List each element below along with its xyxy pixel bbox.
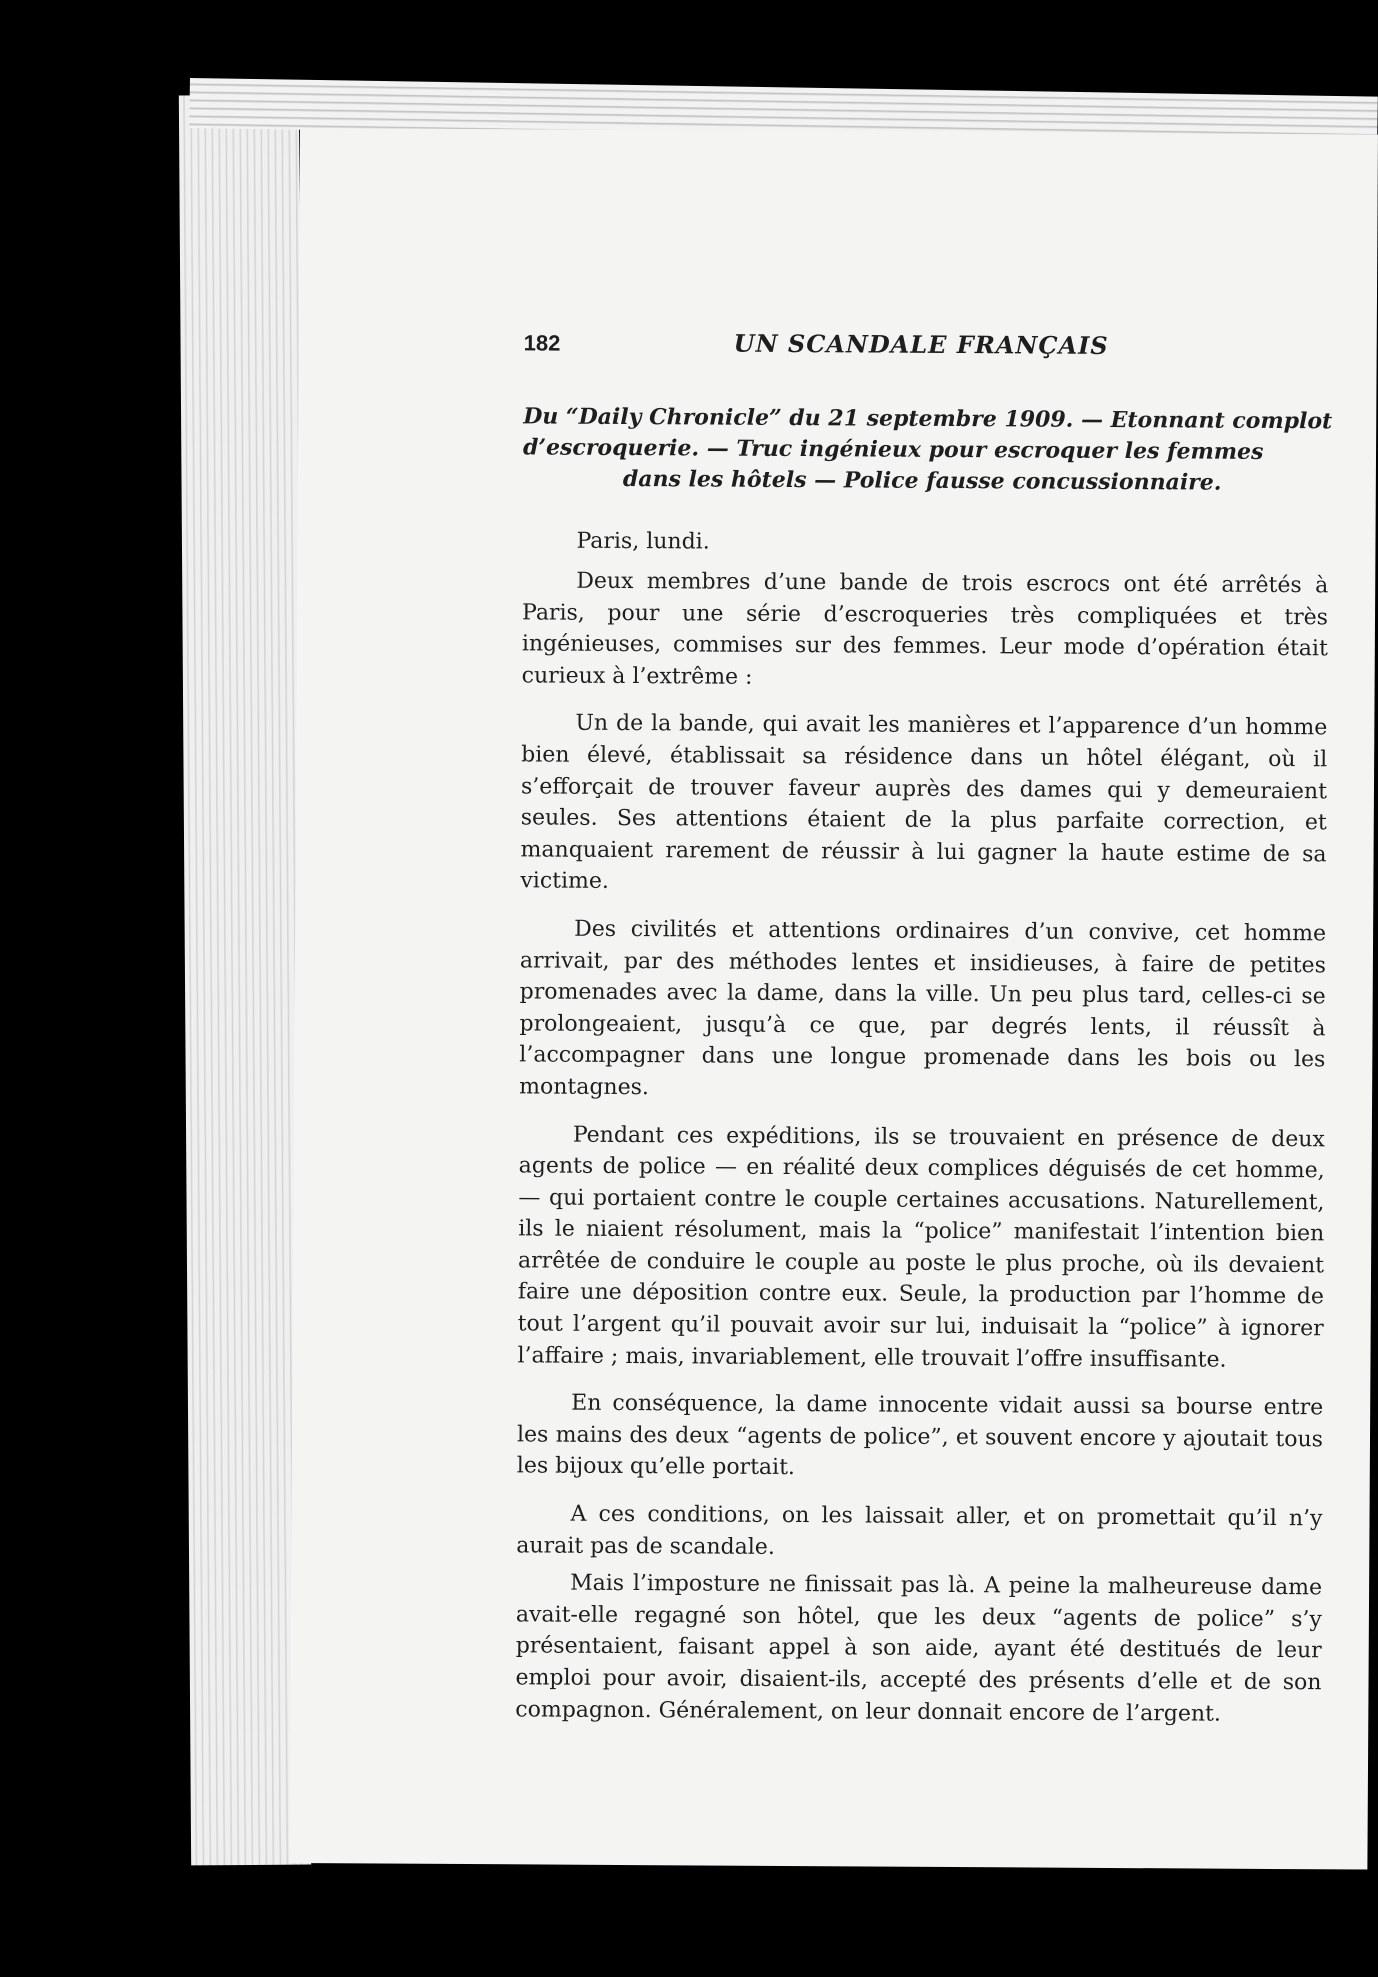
body-paragraph: A ces conditions, on les laissait aller, et on promettait qu’il n’y aurait pas de scandale. (516, 1501, 1323, 1560)
body-paragraph: Mais l’imposture ne finissait pas là. A peine la malheureuse dame avait-elle regagné son hôtel, que les deux “agents de police” s’y présentaient, faisant appel à son aide, ayant été destitués de leur emploi pour avoir, disaient-ils, accepté des présents d’elle et de son compagnon. Généralement, on leur donnait encore de l’argent. (515, 1570, 1323, 1727)
body-paragraph: Deux membres d’une bande de trois escrocs ont été arrêtés à Paris, pour une série d’escroqueries très compliquées et très ingénieuses, commises sur des femmes. Leur mode d’opération était curieux à l’extrême : (521, 568, 1329, 690)
source-heading-line: Du “Daily Chronicle” du 21 septembre 1909. — Etonnant complot (523, 403, 1333, 435)
book-title: UN SCANDALE FRANÇAIS (733, 328, 1109, 360)
page-text-block (515, 327, 1333, 1746)
running-head (524, 327, 1330, 376)
page-number: 182 (523, 330, 561, 356)
body-paragraph: Pendant ces expéditions, ils se trouvaient en présence de deux agents de police — en réalité deux complices déguisés de cet homme, — qui portaient contre le couple certaines accusations. Naturellement, ils le niaient résolument, mais la “police” manifestait l’intention bien arrêtée de conduire le couple au poste le plus proche, où ils devaient faire une déposition contre eux. Seule, la production par l’homme de tout l’argent qu’il pouvait avoir sur lui, induisait la “police” à ignorer l’affaire ; mais, invariablement, elle trouvait l’offre insuffisante. (517, 1122, 1325, 1373)
source-heading-line: d’escroquerie. — Truc ingénieux pour escroquer les femmes (522, 434, 1264, 465)
book-page (289, 128, 1378, 1870)
body-paragraph: Des civilités et attentions ordinaires d’un convive, cet homme arrivait, par des méthodes lentes et insidieuses, à faire de petites promenades avec la dame, dans la ville. Un peu plus tard, celles-ci se prolongeaient, jusqu’à ce que, par degrés lents, il réussît à l’accompagner dans une longue promenade dans les bois ou les montagnes. (519, 916, 1327, 1101)
body-paragraph: Un de la bande, qui avait les manières et l’apparence d’un homme bien élevé, établissait sa résidence dans un hôtel élégant, où il s’efforçait de trouver faveur auprès des dames qui y demeuraient seules. Ses attentions étaient de la plus parfaite correction, et manquaient rarement de réussir à lui gagner la haute estime de sa victime. (520, 711, 1328, 895)
dateline: Paris, lundi. (576, 528, 710, 555)
body-paragraph: En conséquence, la dame innocente vidait aussi sa bourse entre les mains des deux “agents de police”, et souvent encore y ajoutait tous les bijoux qu’elle portait. (516, 1390, 1324, 1481)
source-heading-line: dans les hôtels — Police fausse concussionnaire. (622, 465, 1222, 496)
source-heading (522, 401, 1333, 499)
